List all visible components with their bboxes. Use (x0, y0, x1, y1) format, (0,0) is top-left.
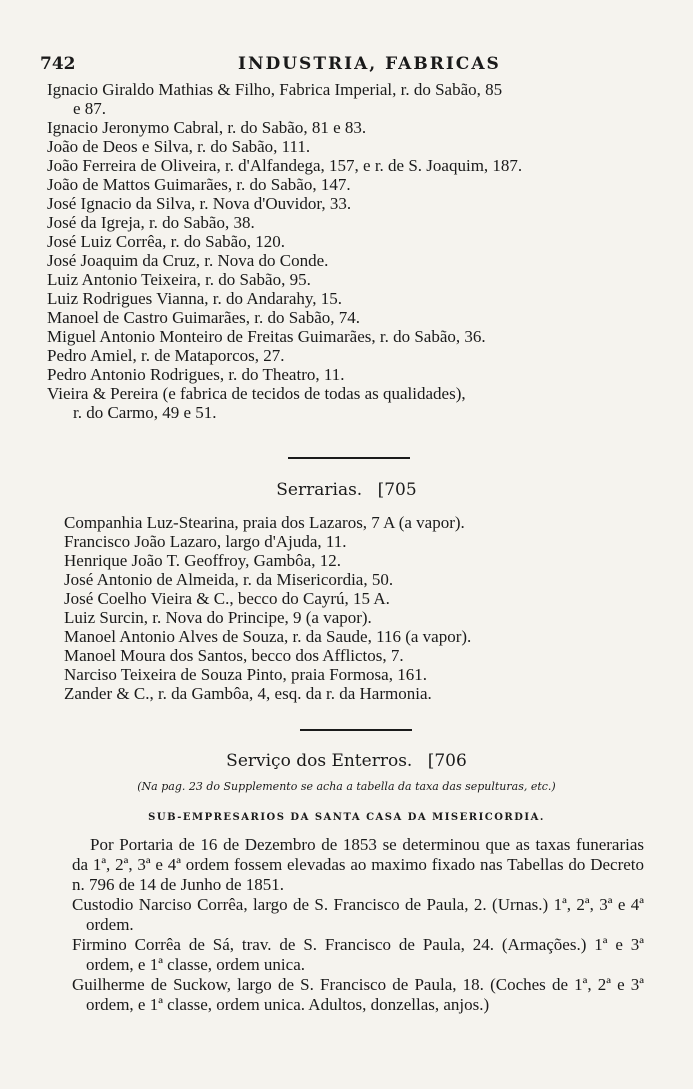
list-item: José Coelho Vieira & C., becco do Cayrú, 15 A. (64, 589, 390, 608)
enterros-note: (Na pag. 23 do Supplemento se acha a tabella da taxa das sepulturas, etc.) (137, 780, 556, 793)
list-item: José Antonio de Almeida, r. da Misericordia, 50. (64, 570, 394, 589)
list-item: José da Igreja, r. do Sabão, 38. (47, 213, 255, 232)
list-item: Companhia Luz-Stearina, praia dos Lazaros, 7 A (a vapor). (64, 513, 465, 532)
serrarias-list (64, 513, 654, 703)
serrarias-heading (0, 480, 693, 500)
serrarias-ref: [705 (377, 480, 417, 500)
list-item: Luiz Antonio Teixeira, r. do Sabão, 95. (47, 270, 311, 289)
list-item: José Joaquim da Cruz, r. Nova do Conde. (47, 251, 329, 270)
list-item: Manoel Antonio Alves de Souza, r. da Saude, 116 (a vapor). (64, 627, 472, 646)
enterros-heading (0, 751, 693, 771)
serrarias-title: Serrarias. (276, 480, 363, 500)
list-item: Guilherme de Suckow, largo de S. Francisco de Paula, 18. (Coches de 1ª, 2ª e 3ª ordem, e 1ª classe, ordem unica. Adultos, donzellas, anjos.) (72, 975, 644, 1014)
list-item-continuation: e 87. (73, 99, 107, 118)
enterros-body (72, 835, 644, 1015)
list-item: José Luiz Corrêa, r. do Sabão, 120. (47, 232, 285, 251)
enterros-subheading: SUB-EMPRESARIOS DA SANTA CASA DA MISERICORDIA. (148, 812, 545, 823)
list-item: Henrique João T. Geoffroy, Gambôa, 12. (64, 551, 341, 570)
list-item: Francisco João Lazaro, largo d'Ajuda, 11. (64, 532, 347, 551)
list-item: Ignacio Jeronymo Cabral, r. do Sabão, 81 e 83. (47, 118, 367, 137)
enterros-intro: Por Portaria de 16 de Dezembro de 1853 se determinou que as taxas funerarias da 1ª, 2ª, 3ª e 4ª ordem fossem elevadas ao maximo fixado nas Tabellas do Decreto n. 796 de 14 de Junho de 1851. (72, 835, 644, 894)
page-header (40, 54, 660, 80)
list-item: João Ferreira de Oliveira, r. d'Alfandega, 157, e r. de S. Joaquim, 187. (47, 156, 523, 175)
running-title: INDUSTRIA, FABRICAS (238, 54, 501, 74)
page-number: 742 (40, 54, 76, 74)
list-item: João de Mattos Guimarães, r. do Sabão, 147. (47, 175, 351, 194)
list-item: Zander & C., r. da Gambôa, 4, esq. da r. da Harmonia. (64, 684, 432, 703)
list-item: Pedro Amiel, r. de Mataporcos, 27. (47, 346, 285, 365)
list-item: Luiz Rodrigues Vianna, r. do Andarahy, 15. (47, 289, 343, 308)
list-item: José Ignacio da Silva, r. Nova d'Ouvidor, 33. (47, 194, 352, 213)
list-item: Narciso Teixeira de Souza Pinto, praia Formosa, 161. (64, 665, 427, 684)
section-divider (300, 729, 412, 731)
list-item: Miguel Antonio Monteiro de Freitas Guimarães, r. do Sabão, 36. (47, 327, 486, 346)
section-divider (288, 457, 410, 459)
list-item: Manoel de Castro Guimarães, r. do Sabão, 74. (47, 308, 361, 327)
list-item: Luiz Surcin, r. Nova do Principe, 9 (a vapor). (64, 608, 372, 627)
list-item: Ignacio Giraldo Mathias & Filho, Fabrica Imperial, r. do Sabão, 85 (47, 80, 503, 99)
list-item: João de Deos e Silva, r. do Sabão, 111. (47, 137, 311, 156)
list-item: Vieira & Pereira (e fabrica de tecidos de todas as qualidades), (47, 384, 466, 403)
list-item: Firmino Corrêa de Sá, trav. de S. Francisco de Paula, 24. (Armações.) 1ª e 3ª ordem, e 1ª classe, ordem unica. (72, 935, 644, 974)
list-item: Pedro Antonio Rodrigues, r. do Theatro, 11. (47, 365, 345, 384)
list-item-continuation: r. do Carmo, 49 e 51. (73, 403, 217, 422)
enterros-title: Serviço dos Enterros. (226, 751, 413, 771)
list-item: Manoel Moura dos Santos, becco dos Afflictos, 7. (64, 646, 404, 665)
enterros-ref: [706 (427, 751, 467, 771)
fabricas-list (47, 80, 657, 422)
list-item: Custodio Narciso Corrêa, largo de S. Francisco de Paula, 2. (Urnas.) 1ª, 2ª, 3ª e 4ª ordem. (72, 895, 644, 934)
